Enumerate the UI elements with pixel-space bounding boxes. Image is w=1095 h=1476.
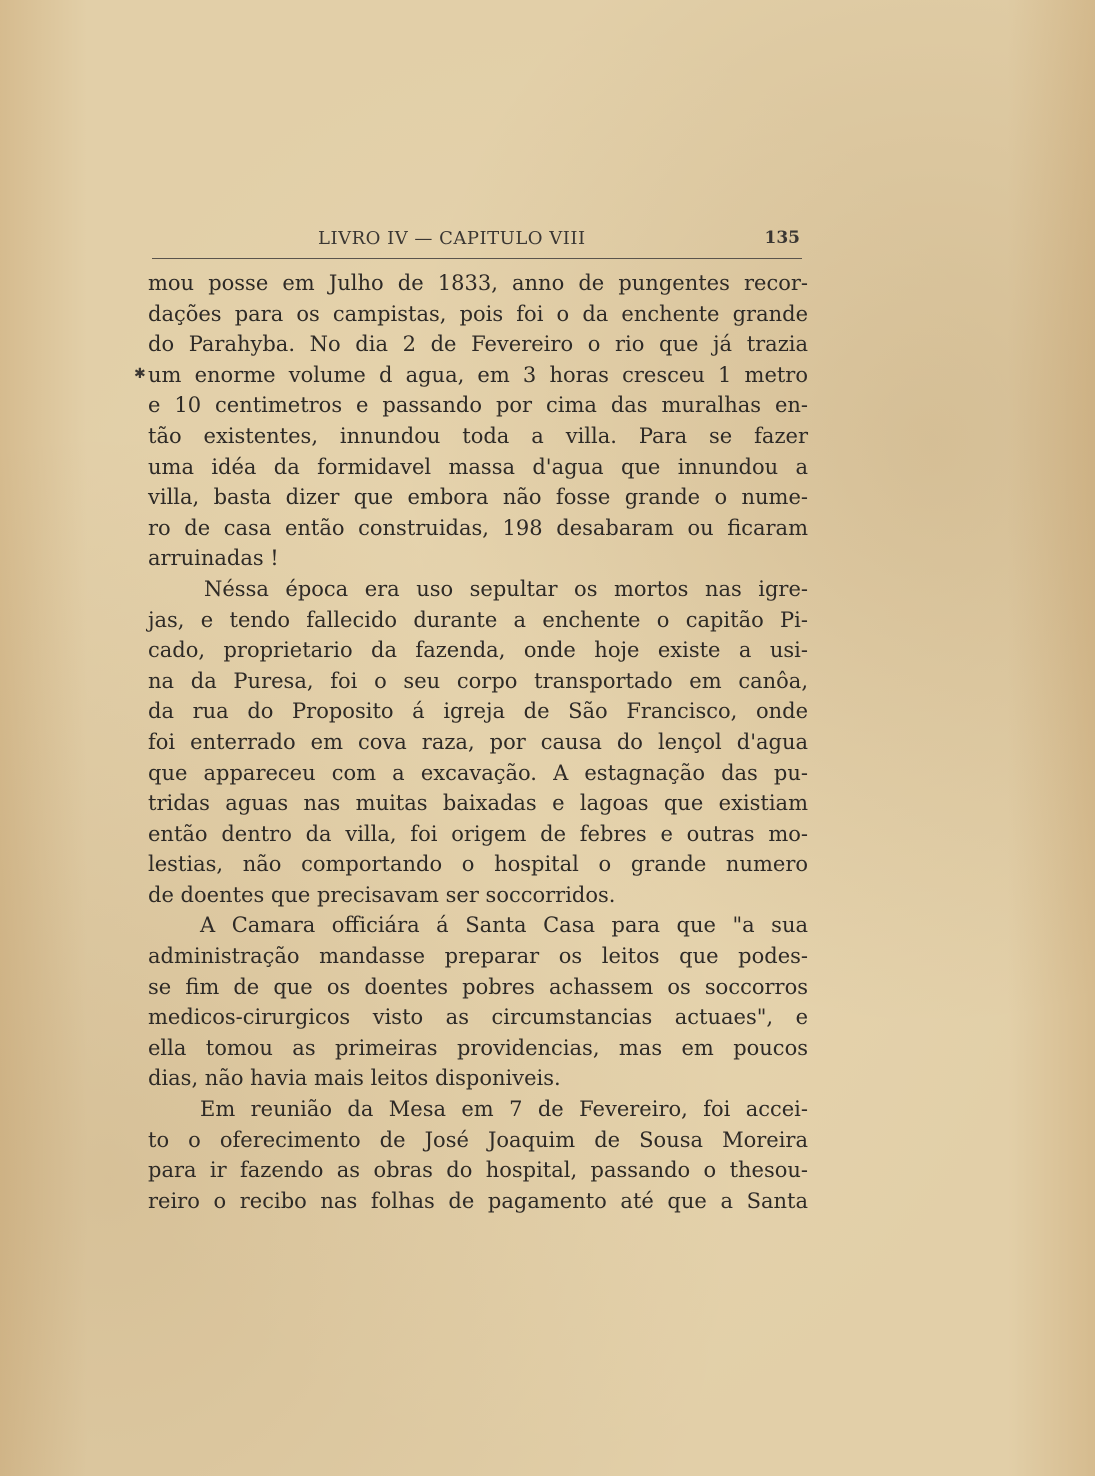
paragraph-start: Em reunião da Mesa em 7 de Fevereiro, foi accei- — [200, 1097, 808, 1122]
text-line: um enorme volume d agua, em 3 horas cresceu 1 metro — [148, 362, 808, 387]
text-line: dias, não havia mais leitos disponiveis. — [148, 1066, 561, 1091]
text-line: mou posse em Julho de 1833, anno de pungentes recor- — [148, 271, 808, 295]
page-number: 135 — [764, 228, 800, 248]
body-text — [148, 268, 808, 1216]
text-line: tridas aguas nas muitas baixadas e lagoas que existiam — [148, 791, 808, 816]
text-line: dações para os campistas, pois foi o da enchente grande — [148, 301, 808, 326]
text-line: na da Puresa, foi o seu corpo transportado em canôa, — [148, 668, 808, 693]
running-title: LIVRO IV — CAPITULO VIII — [318, 228, 586, 249]
running-head — [152, 228, 802, 254]
text-line: lestias, não comportando o hospital o grande numero — [148, 852, 808, 877]
text-line: medicos-cirurgicos visto as circumstancias actuaes", e — [148, 1005, 808, 1030]
text-line: reiro o recibo nas folhas de pagamento até que a Santa — [148, 1188, 808, 1213]
text-line: administração mandasse preparar os leitos que podes- — [148, 944, 808, 969]
paragraph-start: Néssa época era uso sepultar os mortos nas igre- — [204, 576, 808, 601]
header-rule — [152, 258, 802, 259]
paragraph-start: A Camara officiára á Santa Casa para que "a sua — [200, 913, 808, 938]
text-line: então dentro da villa, foi origem de febres e outras mo- — [148, 821, 808, 846]
text-line: jas, e tendo fallecido durante a enchente o capitão Pi- — [148, 607, 808, 632]
text-line: tão existentes, innundou toda a villa. Para se fazer — [148, 423, 808, 448]
text-line: villa, basta dizer que embora não fosse grande o nume- — [148, 485, 808, 510]
text-line: se fim de que os doentes pobres achassem os soccorros — [148, 974, 808, 999]
text-line: arruinadas ! — [148, 546, 279, 571]
text-line: da rua do Proposito á igreja de São Francisco, onde — [148, 699, 808, 724]
text-line: foi enterrado em cova raza, por causa do lençol d'agua — [148, 729, 808, 754]
margin-mark: ✱ — [134, 366, 146, 382]
text-line: uma idéa da formidavel massa d'agua que innundou a — [148, 454, 808, 479]
text-line: ella tomou as primeiras providencias, mas em poucos — [148, 1035, 808, 1060]
text-line: ro de casa então construidas, 198 desabaram ou ficaram — [148, 515, 808, 540]
text-line: e 10 centimetros e passando por cima das muralhas en- — [148, 393, 808, 418]
text-line: to o oferecimento de José Joaquim de Sousa Moreira — [148, 1127, 808, 1152]
text-line: que appareceu com a excavação. A estagnação das pu- — [148, 760, 808, 785]
text-line: do Parahyba. No dia 2 de Fevereiro o rio que já trazia — [148, 332, 808, 357]
text-line: para ir fazendo as obras do hospital, passando o thesou- — [148, 1158, 808, 1183]
text-line: de doentes que precisavam ser soccorridos. — [148, 882, 616, 907]
text-line: cado, proprietario da fazenda, onde hoje existe a usi- — [148, 638, 808, 663]
